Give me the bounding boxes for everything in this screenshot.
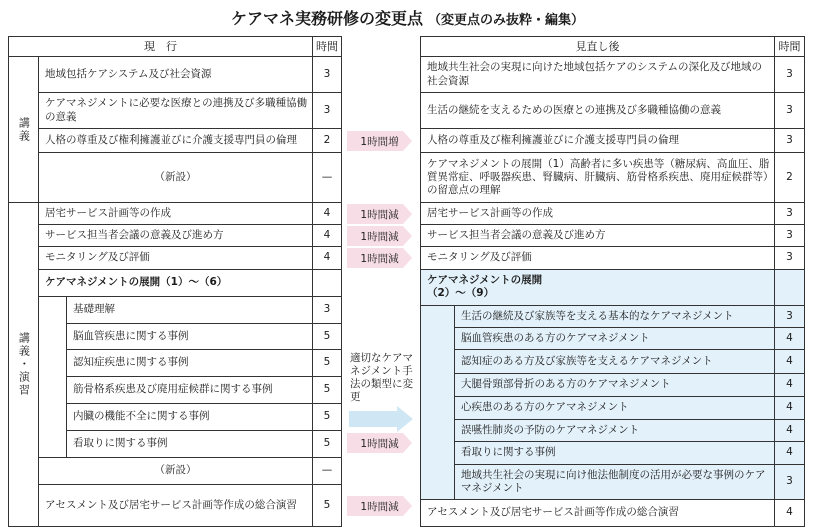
current-row-time: —	[313, 153, 342, 203]
current-row-time: 4	[313, 247, 342, 270]
revised-row-text: 地域共生社会の実現に向けた地域包括ケアのシステムの深化及び地域の社会資源	[420, 57, 775, 93]
current-row-time: 3	[313, 57, 342, 93]
current-row-text: ケアマネジメントに必要な医療との連携及び多職種協働の意義	[39, 93, 313, 129]
revised-row-text: 誤嚥性肺炎の予防のケアマネジメント	[455, 420, 775, 442]
current-time-header: 時間	[313, 36, 342, 57]
current-row-text: （新設）	[39, 458, 313, 485]
current-row-text: 認知症疾患に関する事例	[67, 350, 313, 377]
revised-row-text: サービス担当者会議の意義及び進め方	[420, 225, 775, 247]
revised-row-time: 3	[775, 465, 805, 500]
current-row-time: 5	[313, 404, 342, 431]
current-header: 現 行	[8, 36, 313, 57]
current-row-text: （新設）	[39, 153, 313, 203]
page-title	[0, 6, 815, 29]
current-row-time: 2	[313, 129, 342, 153]
category-lecture-practice: 講義・演習	[8, 203, 39, 527]
change-tag-decrease: 1時間減	[347, 204, 412, 224]
revised-row-time: 4	[775, 350, 805, 374]
current-row-text: モニタリング及び評価	[39, 247, 313, 270]
current-row-text: 内臓の機能不全に関する事例	[67, 404, 313, 431]
revised-row-time: 4	[775, 397, 805, 420]
right-arrow-icon	[349, 406, 413, 432]
current-row-time	[313, 270, 342, 297]
revised-row-text: 地域共生社会の実現に向け他法他制度の活用が必要な事例のケアマネジメント	[455, 465, 775, 500]
current-row-time: 5	[313, 485, 342, 527]
current-row-text: 看取りに関する事例	[67, 431, 313, 458]
revised-row-time: 4	[775, 328, 805, 350]
revised-row-text: 大腿骨頸部骨折のある方のケアマネジメント	[455, 374, 775, 397]
revised-row-time: 3	[775, 57, 805, 93]
change-tag-decrease: 1時間減	[347, 226, 412, 246]
current-row-text: アセスメント及び居宅サービス計画等作成の総合演習	[39, 485, 313, 527]
current-row-text: 脳血管疾患に関する事例	[67, 324, 313, 350]
current-row-time: 5	[313, 377, 342, 404]
revised-row-time: 4	[775, 420, 805, 442]
revised-row-time: 3	[775, 247, 805, 270]
revised-row-text: モニタリング及び評価	[420, 247, 775, 270]
revised-row-time: 3	[775, 129, 805, 153]
revised-row-time: 3	[775, 93, 805, 129]
current-row-text: 居宅サービス計画等の作成	[39, 203, 313, 225]
revised-row-text: 人格の尊重及び権利擁護並びに介護支援専門員の倫理	[420, 129, 775, 153]
current-row-time: 4	[313, 203, 342, 225]
revised-row-time: 3	[775, 203, 805, 225]
category-lecture: 講義	[8, 57, 39, 203]
revised-row-text: 居宅サービス計画等の作成	[420, 203, 775, 225]
current-row-time: —	[313, 458, 342, 485]
revised-row-text: 生活の継続及び家族等を支える基本的なケアマネジメント	[455, 306, 775, 328]
change-tag-increase: 1時間増	[347, 131, 412, 151]
current-row-text: 筋骨格系疾患及び廃用症候群に関する事例	[67, 377, 313, 404]
revised-row-time: 4	[775, 500, 805, 527]
revised-row-time: 4	[775, 374, 805, 397]
current-row-text: 地域包括ケアシステム及び社会資源	[39, 57, 313, 93]
revised-row-text: 脳血管疾患のある方のケアマネジメント	[455, 328, 775, 350]
revised-row-text: 生活の継続を支えるための医療との連携及び多職種協働の意義	[420, 93, 775, 129]
revised-row-time	[775, 270, 805, 306]
revised-group-heading: ケアマネジメントの展開（2）～（9）	[420, 270, 775, 306]
current-row-text: 人格の尊重及び権利擁護並びに介護支援専門員の倫理	[39, 129, 313, 153]
current-row-time: 3	[313, 297, 342, 324]
revised-row-text: 看取りに関する事例	[455, 442, 775, 465]
current-row-time: 3	[313, 93, 342, 129]
change-tag-decrease: 1時間減	[347, 496, 412, 516]
current-row-time: 5	[313, 431, 342, 458]
title-subtitle: （変更点のみ抜粋・編集）	[428, 13, 585, 28]
title-main: ケアマネ実務研修の変更点	[230, 9, 423, 28]
current-row-time: 5	[313, 324, 342, 350]
current-row-text: サービス担当者会議の意義及び進め方	[39, 225, 313, 247]
revised-row-time: 3	[775, 225, 805, 247]
current-group-heading: ケアマネジメントの展開（1）～（6）	[39, 270, 313, 297]
revised-row-text: ケアマネジメントの展開（1）高齢者に多い疾患等（糖尿病、高血圧、脂質異常症、呼吸器疾患、腎臓病、肝臓病、筋骨格系疾患、廃用症候群等）の留意点の理解	[420, 153, 775, 203]
revised-header: 見直し後	[420, 36, 775, 57]
revised-row-time: 2	[775, 153, 805, 203]
revised-row-time: 3	[775, 306, 805, 328]
current-row-text: 基礎理解	[67, 297, 313, 324]
revised-time-header: 時間	[775, 36, 805, 57]
indent-gutter	[39, 297, 67, 458]
revised-row-text: 心疾患のある方のケアマネジメント	[455, 397, 775, 420]
revised-row-text: アセスメント及び居宅サービス計画等作成の総合演習	[420, 500, 775, 527]
current-row-time: 5	[313, 350, 342, 377]
change-note: 適切なケアマネジメント手法の類型に変更	[350, 352, 413, 404]
change-tag-decrease: 1時間減	[347, 248, 412, 268]
current-row-time: 4	[313, 225, 342, 247]
revised-row-time: 4	[775, 442, 805, 465]
revised-indent-gutter	[420, 306, 455, 500]
revised-row-text: 認知症のある方及び家族等を支えるケアマネジメント	[455, 350, 775, 374]
change-tag-decrease: 1時間減	[347, 433, 412, 453]
